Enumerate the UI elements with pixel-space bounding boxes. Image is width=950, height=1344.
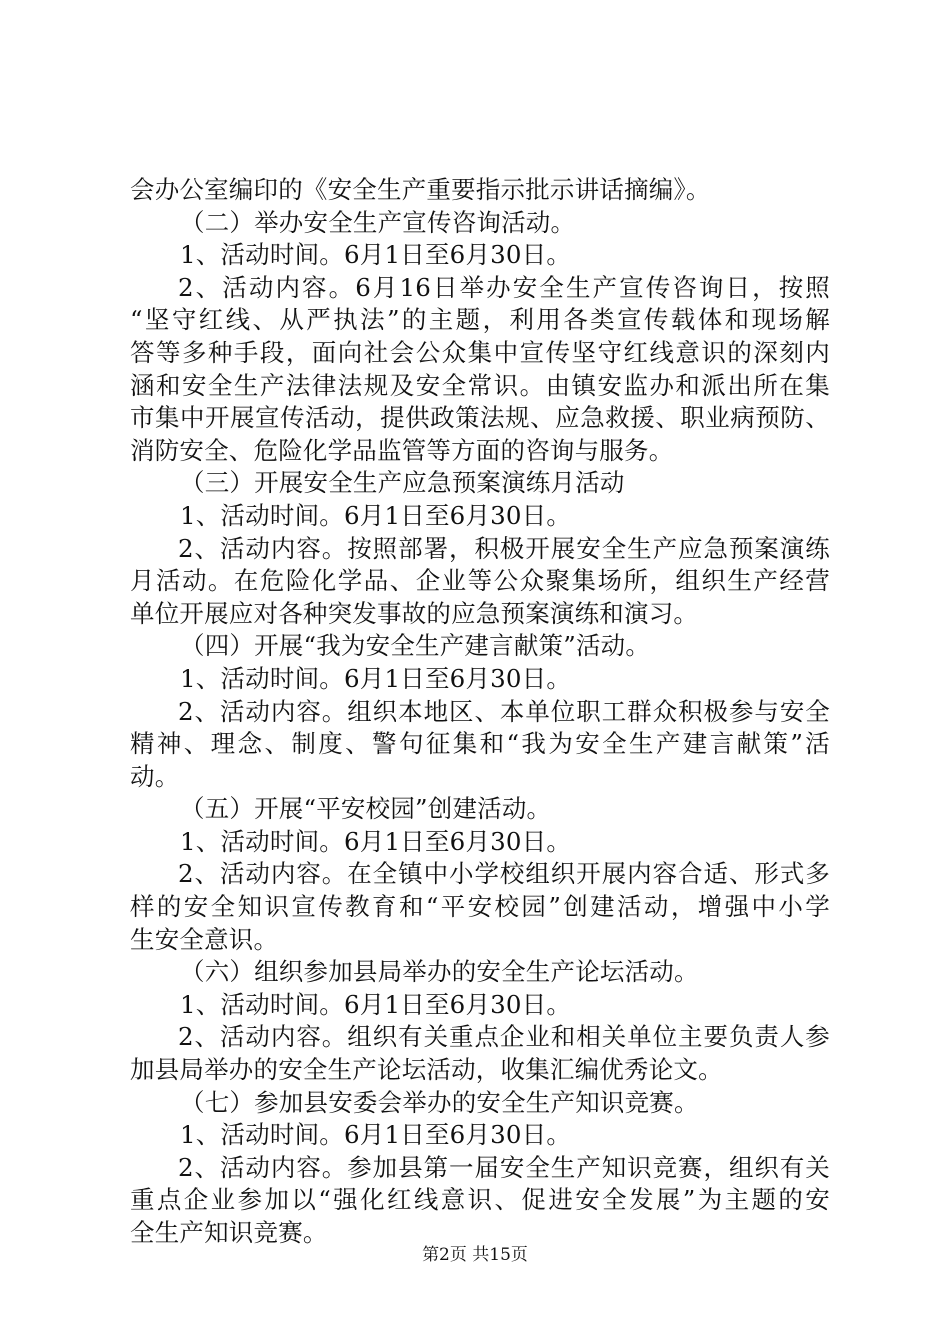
text-line: 涵和安全生产法律法规及安全常识。由镇安监办和派出所在集	[130, 370, 830, 400]
text-line: 重点企业参加以“强化红线意识、促进安全发展”为主题的安	[130, 1185, 830, 1215]
text-line: 答等多种手段，面向社会公众集中宣传坚守红线意识的深刻内	[130, 337, 830, 367]
text-line: 加县局举办的安全生产论坛活动，收集汇编优秀论文。	[130, 1055, 723, 1085]
text-line: 精神、理念、制度、警句征集和“我为安全生产建言献策”活	[130, 729, 830, 759]
text-line: 2、活动内容。在全镇中小学校组织开展内容合适、形式多	[178, 859, 830, 889]
text-line: 单位开展应对各种突发事故的应急预案演练和演习。	[130, 598, 699, 628]
text-line: 消防安全、危险化学品监管等方面的咨询与服务。	[130, 435, 674, 465]
text-line: （三）开展安全生产应急预案演练月活动	[180, 468, 625, 498]
text-line: 1、活动时间。6月1日至6月30日。	[180, 1120, 572, 1150]
text-line: 样的安全知识宣传教育和“平安校园”创建活动，增强中小学	[130, 892, 830, 922]
text-line: 2、活动内容。组织有关重点企业和相关单位主要负责人参	[178, 1022, 830, 1052]
text-line: （六）组织参加县局举办的安全生产论坛活动。	[180, 957, 699, 987]
text-line: （四）开展“我为安全生产建言献策”活动。	[180, 631, 651, 661]
text-line: 生安全意识。	[130, 924, 279, 954]
text-line: 1、活动时间。6月1日至6月30日。	[180, 826, 572, 856]
text-line: 1、活动时间。6月1日至6月30日。	[180, 500, 572, 530]
text-line: 市集中开展宣传活动，提供政策法规、应急救援、职业病预防、	[130, 403, 830, 433]
text-line: 月活动。在危险化学品、企业等公众聚集场所，组织生产经营	[130, 566, 830, 596]
text-line: （二）举办安全生产宣传咨询活动。	[180, 207, 576, 237]
text-line: （七）参加县安委会举办的安全生产知识竞赛。	[180, 1087, 699, 1117]
text-line: 2、活动内容。组织本地区、本单位职工群众积极参与安全	[178, 696, 830, 726]
text-line: “坚守红线、从严执法”的主题，利用各类宣传载体和现场解	[130, 305, 830, 335]
text-line: 2、活动内容。按照部署，积极开展安全生产应急预案演练	[178, 533, 830, 563]
text-line: 2、活动内容。参加县第一届安全生产知识竞赛，组织有关	[178, 1152, 830, 1182]
text-line: 全生产知识竞赛。	[130, 1218, 328, 1247]
page-footer: 第2页 共15页	[422, 1245, 528, 1265]
text-line: 2、活动内容。6月16日举办安全生产宣传咨询日，按照	[178, 272, 830, 302]
text-line: 1、活动时间。6月1日至6月30日。	[180, 663, 572, 693]
text-line: 会办公室编印的《安全生产重要指示批示讲话摘编》。	[130, 175, 711, 204]
text-line: （五）开展“平安校园”创建活动。	[180, 794, 552, 824]
text-line: 动。	[130, 761, 180, 791]
document-body	[130, 174, 830, 1250]
text-line: 1、活动时间。6月1日至6月30日。	[180, 240, 572, 270]
text-line: 1、活动时间。6月1日至6月30日。	[180, 989, 572, 1019]
